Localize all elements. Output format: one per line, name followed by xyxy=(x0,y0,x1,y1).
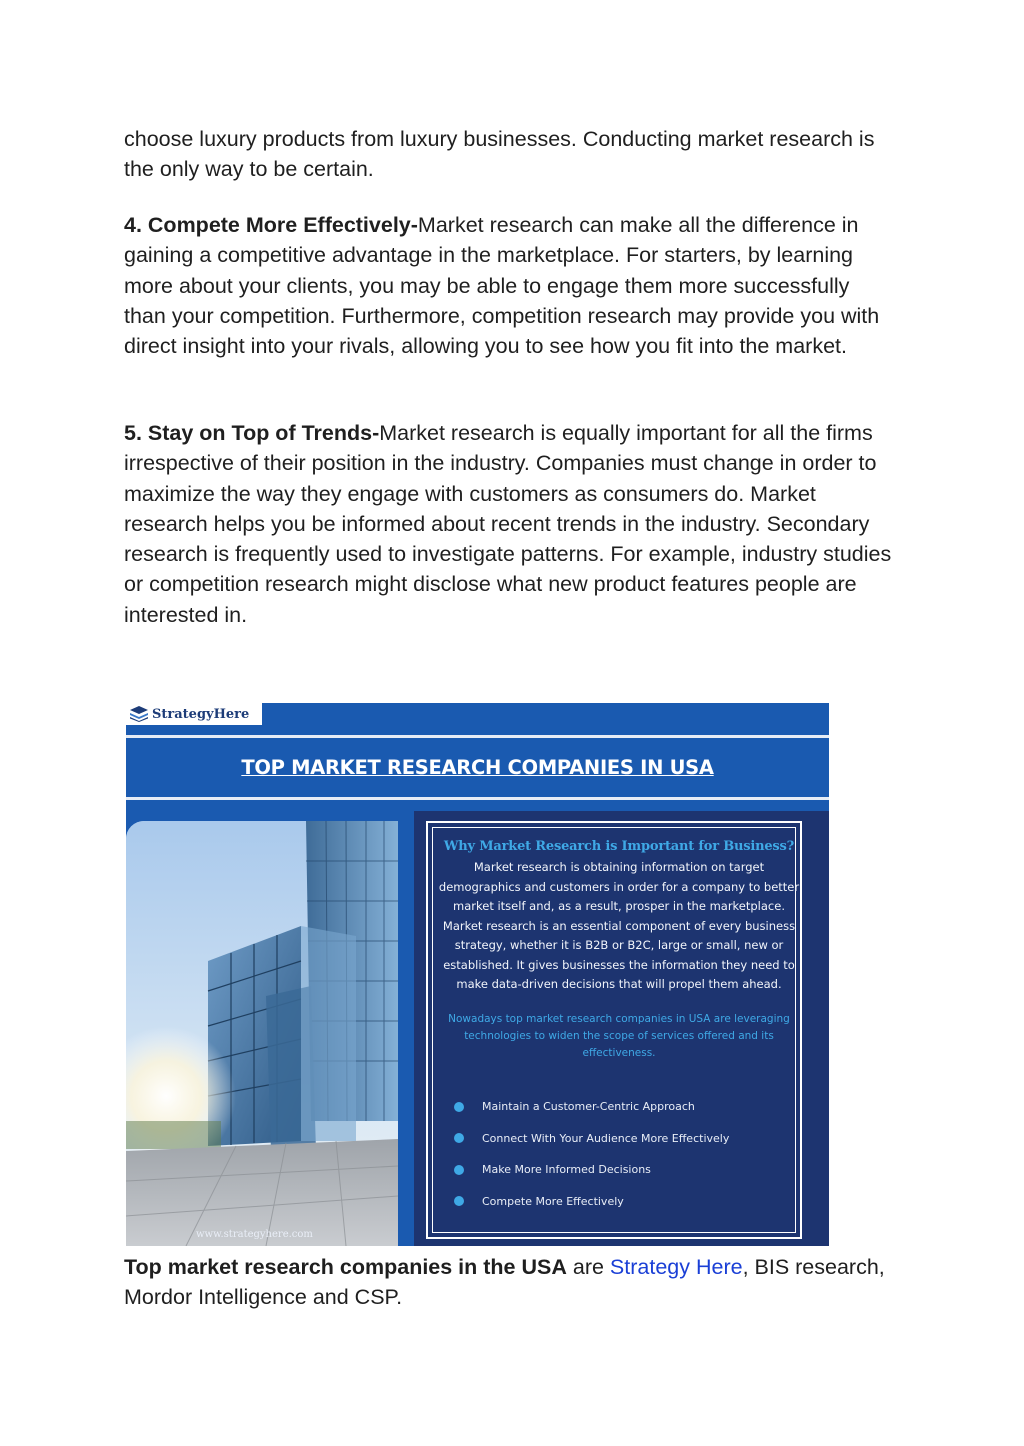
benefits-list xyxy=(454,1091,729,1217)
section-4-paragraph xyxy=(124,210,894,361)
bullet-label: Compete More Effectively xyxy=(482,1194,624,1208)
section-5-text: Market research is equally important for all the firms irrespective of their position in the industry. Companies must change in order to maximize the way they engage with customers as consumers do. Market research helps you be informed about recent trends in the industry. Secondary research is frequently used to investigate patterns. For example, industry studies or competition research might disclose what new product features people are interested in. xyxy=(124,421,892,627)
section-5-paragraph xyxy=(124,418,894,630)
caption-bold: Top market research companies in the USA xyxy=(124,1255,567,1279)
building-illustration xyxy=(126,821,398,1246)
bullet-dot-icon xyxy=(454,1133,464,1143)
list-item xyxy=(454,1091,729,1123)
strategyhere-logo xyxy=(126,703,262,725)
list-item xyxy=(454,1186,729,1218)
info-panel xyxy=(414,811,829,1246)
bullet-label: Connect With Your Audience More Effectively xyxy=(482,1131,730,1145)
bullet-label: Maintain a Customer-Centric Approach xyxy=(482,1100,695,1114)
logo-text: StrategyHere xyxy=(152,706,250,722)
logo-mark-icon xyxy=(130,706,148,722)
section-5-heading: 5. Stay on Top of Trends- xyxy=(124,421,380,445)
list-item xyxy=(454,1123,729,1155)
bullet-dot-icon xyxy=(454,1196,464,1206)
intro-paragraph: choose luxury products from luxury businesses. Conducting market research is the only way to be certain. xyxy=(124,127,875,182)
section-4-heading: 4. Compete More Effectively- xyxy=(124,213,418,237)
building-photo xyxy=(126,821,398,1246)
website-url: www.strategyhere.com xyxy=(196,1229,313,1240)
infographic-image xyxy=(126,703,829,1246)
bullet-label: Make More Informed Decisions xyxy=(482,1163,651,1177)
infographic-title: TOP MARKET RESEARCH COMPANIES IN USA xyxy=(241,756,714,779)
bullet-dot-icon xyxy=(454,1165,464,1175)
panel-content xyxy=(434,839,804,1062)
section-4-text: Market research can make all the difference in gaining a competitive advantage in the marketplace. For starters, by learning more about your clients, you may be able to engage them more successfully than your competition. Furthermore, competition research may provide you with direct insight into your rivals, allowing you to see how you fit into the market. xyxy=(124,213,880,359)
panel-note: Nowadays top market research companies in USA are leveraging technologies to widen the scope of services offered and its effectiveness. xyxy=(448,1012,790,1059)
infographic-title-band xyxy=(126,735,829,800)
strategy-here-link[interactable]: Strategy Here xyxy=(609,1255,743,1279)
bullet-dot-icon xyxy=(454,1102,464,1112)
caption-are: are xyxy=(566,1255,610,1279)
caption-rest: , BIS research, Mordor Intelligence and CSP. xyxy=(124,1255,885,1310)
caption-paragraph xyxy=(124,1252,894,1313)
list-item xyxy=(454,1154,729,1186)
panel-heading: Why Market Research is Important for Business? xyxy=(443,839,795,854)
panel-body: Market research is obtaining information on target demographics and customers in order for a company to better market itself and, as a result, prosper in the marketplace. Market research is an essential component of every business strategy, whether it is B2B or B2C, large or small, new or established. It gives businesses the information they need to make data-driven decisions that will propel them ahead. xyxy=(438,860,800,991)
